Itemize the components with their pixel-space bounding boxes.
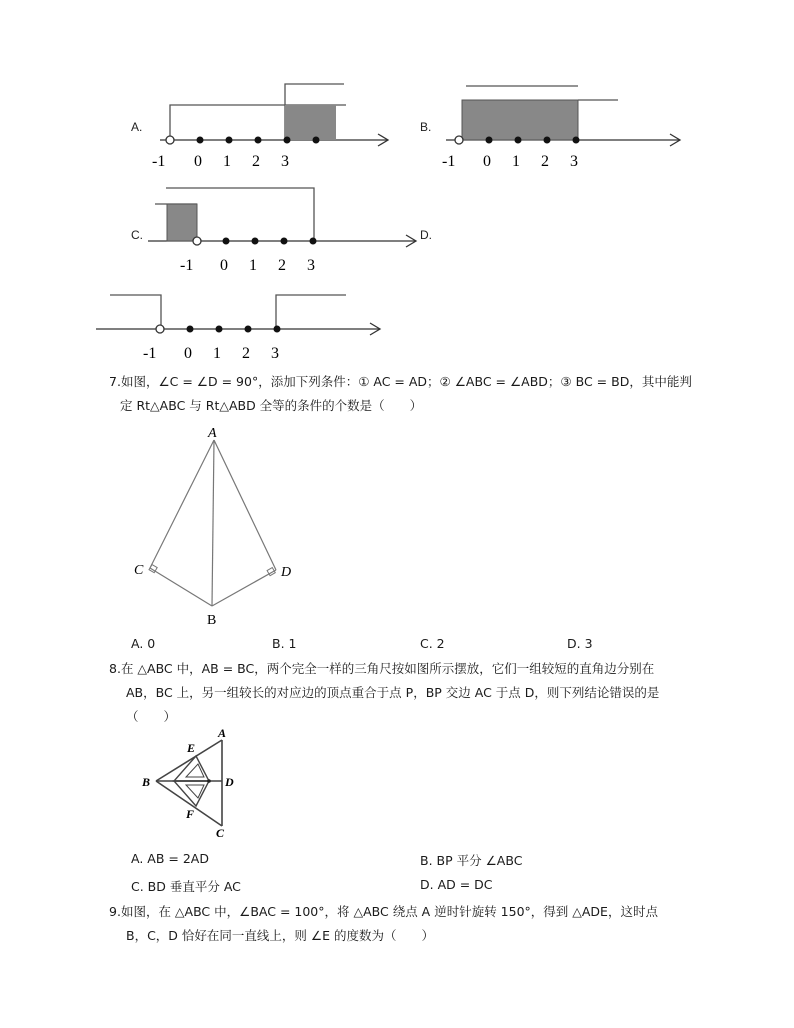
question-7: [109, 370, 729, 418]
q8-stem-line2: AB，BC 上，另一组较长的对应边的顶点重合于点 P，BP 交边 AC 于点 D，则下列结论错误的是: [126, 685, 660, 700]
q8-option-d: D. AD = DC: [420, 877, 493, 892]
q7-number: 7.: [109, 374, 121, 389]
number-line-c: [148, 188, 416, 274]
q7-stem-line2: 定 Rt△ABC 与 Rt△ABD 全等的条件的个数是（ ）: [120, 398, 423, 413]
tick-label: -1: [180, 257, 194, 274]
q8-figure: [141, 726, 234, 840]
tick-label: -1: [143, 345, 157, 362]
option-d-label: D.: [420, 228, 432, 242]
tick-label: 2: [541, 153, 549, 170]
point-label-a: A: [208, 426, 217, 441]
open-point: [166, 136, 174, 144]
point-label-c: C: [216, 826, 225, 840]
question-8: [109, 657, 739, 729]
tick-label: 1: [512, 153, 520, 170]
tick-label: 1: [249, 257, 257, 274]
q7-option-b: B. 1: [272, 636, 297, 651]
q8-stem-line1: 在 △ABC 中，AB = BC，两个完全一样的三角尺按如图所示摆放，它们一组较短的直角边分别在: [120, 661, 655, 676]
q7-option-c: C. 2: [420, 636, 445, 651]
tick-label: 0: [184, 345, 192, 362]
tick-label: 0: [194, 153, 202, 170]
tick-label: 0: [483, 153, 491, 170]
q9-stem-line1: 如图，在 △ABC 中，∠BAC = 100°，将 △ABC 绕点 A 逆时针旋转 150°，得到 △ADE，这时点: [120, 904, 658, 919]
point-label-f: F: [186, 807, 195, 821]
number-line-a: [152, 84, 388, 170]
q7-option-a: A. 0: [131, 636, 156, 651]
option-a-label: A.: [131, 120, 143, 134]
tick-label: 2: [242, 345, 250, 362]
q8-number: 8.: [109, 661, 121, 676]
tick-label: 3: [570, 153, 578, 170]
option-c-label: C.: [131, 228, 143, 242]
tick-label: 3: [271, 345, 279, 362]
tick-label: -1: [152, 153, 166, 170]
tick-label: 1: [223, 153, 231, 170]
number-line-b: [442, 86, 680, 170]
question-9: [109, 900, 739, 948]
point-label-d: D: [281, 565, 292, 580]
point-label-d: D: [225, 775, 234, 789]
point-label-a: A: [218, 726, 227, 740]
tick-label: 3: [281, 153, 289, 170]
tick-label: 0: [220, 257, 228, 274]
tick-label: 3: [307, 257, 315, 274]
point-label-b: B: [142, 775, 151, 789]
tick-label: -1: [442, 153, 456, 170]
point-label-e: E: [187, 741, 196, 755]
tick-label: 1: [213, 345, 221, 362]
point-label-c: C: [134, 563, 144, 578]
q8-option-b: B. BP 平分 ∠ABC: [420, 853, 523, 868]
q7-stem-line1: 如图，∠C = ∠D = 90°，添加下列条件：① AC = AD；② ∠ABC = ∠ABD；③ BC = BD，其中能判: [120, 374, 692, 389]
q8-option-c: C. BD 垂直平分 AC: [131, 879, 241, 894]
tick-label: 2: [278, 257, 286, 274]
tick-label: 2: [252, 153, 260, 170]
point-label-b: B: [207, 613, 217, 628]
q7-figure: [134, 426, 291, 628]
q9-stem-line2: B，C，D 恰好在同一直线上，则 ∠E 的度数为（ ）: [126, 928, 434, 943]
option-b-label: B.: [420, 120, 432, 134]
q8-option-a: A. AB = 2AD: [131, 851, 209, 866]
q9-number: 9.: [109, 904, 121, 919]
number-line-d: [96, 295, 380, 362]
q7-option-d: D. 3: [567, 636, 593, 651]
q8-stem-line3: （ ）: [126, 709, 177, 724]
